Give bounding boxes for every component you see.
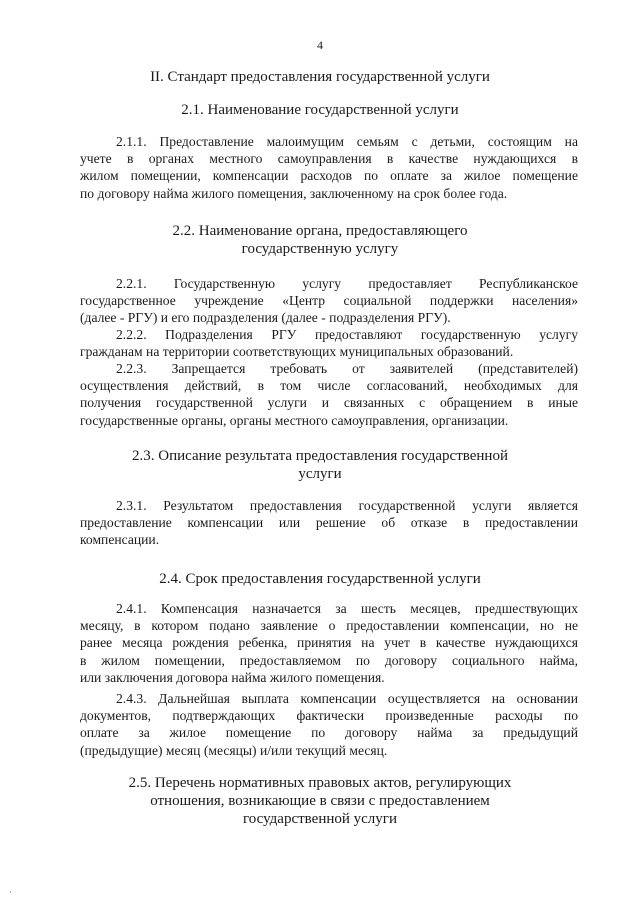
paragraph-2-2-2: 2.2.2. Подразделения РГУ предоставляют государственную услугу гражданам на территории соответствующих муниципальных образований. [80, 327, 578, 360]
scan-mark: · [9, 887, 12, 897]
paragraph-2-2-3: 2.2.3. Запрещается требовать от заявителей (представителей) осуществления действий, в том числе согласований, необходимых для получения государственной услуги и связанных с обращением в иные государственные органы, органы местного самоуправления, организации. [80, 361, 578, 428]
paragraph-2-2-1: 2.2.1. Государственную услугу предоставляет Республиканское государственное учреждение «Центр социальной поддержки населения» (далее - РГУ) и его подразделения (далее - подразделения РГУ). [80, 276, 578, 326]
heading-2-5: 2.5. Перечень нормативных правовых актов, регулирующих отношения, возникающие в связи с предоставлением государственной услуги [128, 775, 512, 827]
paragraph-2-3-1: 2.3.1. Результатом предоставления государственной услуги является предоставление компенсации или решение об отказе в предоставлении компенсации. [80, 498, 578, 548]
paragraph-2-4-1: 2.4.1. Компенсация назначается за шесть месяцев, предшествующих месяцу, в котором подано заявление о предоставлении компенсации, но не ранее месяца рождения ребенка, принятия на учет в качестве нуждающихся в жилом помещении, предоставляемом по договору социального найма, или заключения договора найма жилого помещения. [80, 601, 578, 685]
heading-2-3: 2.3. Описание результата предоставления государственной услуги [132, 448, 508, 482]
section-title: II. Стандарт предоставления государственной услуги [150, 69, 490, 85]
paragraph-2-1-1: 2.1.1. Предоставление малоимущим семьям с детьми, состоящим на учете в органах местного самоуправления в качестве нуждающихся в жилом помещении, компенсации расходов по оплате за жилое помещение по договору найма жилого помещения, заключенному на срок более года. [80, 134, 578, 201]
page-number: 4 [317, 38, 323, 52]
heading-2-1: 2.1. Наименование государственной услуги [181, 102, 459, 118]
heading-2-2: 2.2. Наименование органа, предоставляющего государственную услугу [172, 223, 468, 257]
paragraph-2-4-3: 2.4.3. Дальнейшая выплата компенсации осуществляется на основании документов, подтверждающих фактически произведенные расходы по оплате за жилое помещение по договору найма за предыдущий (предыдущие) месяц (месяцы) и/или текущий месяц. [80, 691, 578, 758]
heading-2-4: 2.4. Срок предоставления государственной услуги [159, 571, 481, 587]
